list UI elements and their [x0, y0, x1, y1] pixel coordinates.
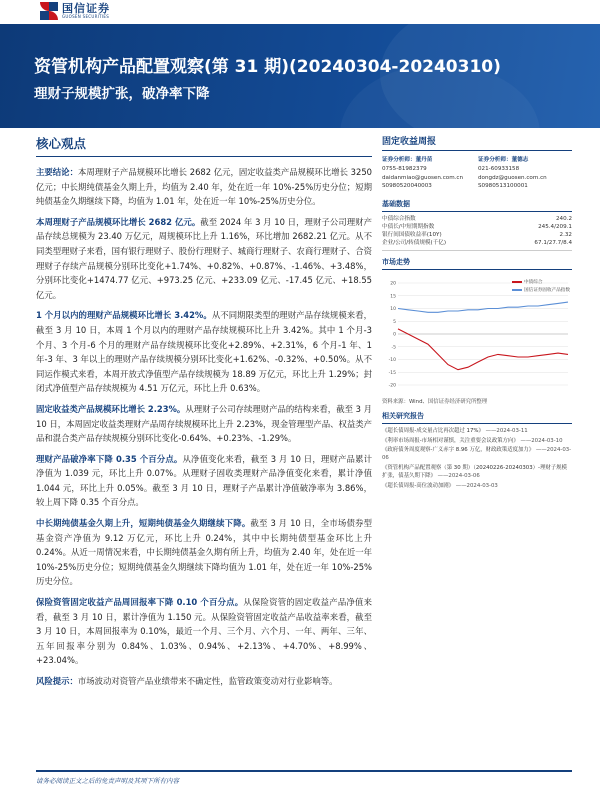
paragraph-text: 从保险资管的固定收益产品净值来看，截至 3 月 10 日，累计净值为 1.150 元。从保险资管固定收益产品收益率来看，截至 3 月 10 日，本周回报率为 0.10%，最近一个月、三个月、六个月、一年、两年、三年、五年回报率分别为 0.84%、1.03%、0.94%、+2.13%、+4.70%、+8.99%、+23.04%。	[36, 597, 372, 666]
report-subtitle: 理财子规模扩张，破净率下降	[34, 86, 210, 102]
y-tick-label: -5	[391, 345, 396, 351]
paragraph-lead: 理财产品破净率下降 0.35 个百分点。	[36, 453, 183, 464]
page-footer	[36, 770, 572, 785]
legend-swatch	[512, 289, 522, 291]
paragraph-lead: 主要结论：	[36, 167, 78, 177]
data-label: 银行间国债收益率(10Y)	[382, 232, 442, 239]
analyst-2	[478, 156, 572, 191]
risk-text: 市场波动对资管产品业绩带来不确定性，监管政策变动对行业影响等。	[77, 676, 338, 686]
brand-name-en: GUOSEN SECURITIES	[62, 14, 110, 19]
risk-warning	[36, 674, 372, 689]
data-row	[382, 215, 572, 223]
paragraph-lead: 保险资管固定收益产品周回报率下降 0.10 个百分点。	[36, 597, 244, 608]
related-report-text[interactable]: 《利率市场周报-市场相对谨慎，关注重要会议政策方向》	[382, 437, 519, 444]
disclaimer-text: 请务必阅读正文之后的免责声明及其项下所有内容	[36, 777, 179, 785]
risk-lead: 风险提示：	[36, 676, 78, 686]
chart-title: 市场走势	[382, 257, 572, 270]
analyst-block	[382, 156, 572, 191]
data-value: 2.32	[559, 232, 572, 239]
related-report-date: ——2024-03-06	[382, 447, 572, 462]
legend-item	[512, 287, 570, 293]
related-report-text[interactable]: 《超长债周报-成交量占比再次超过 17%》	[382, 428, 484, 435]
related-report-item[interactable]	[382, 427, 572, 435]
y-tick-label: -10	[388, 358, 396, 364]
related-report-date: ——2024-03-10	[520, 437, 563, 444]
paragraph-lead: 固定收益类产品规模环比增长 2.23%。	[36, 403, 186, 414]
sidebar-title: 固定收益周报	[382, 134, 572, 151]
analyst-email[interactable]: daidanmiao@guosen.com.cn	[382, 174, 464, 181]
analyst-role: 证券分析师：	[382, 157, 416, 163]
related-reports-title: 相关研究报告	[382, 411, 572, 424]
related-report-item[interactable]	[382, 482, 572, 490]
analyst-cert: S0980520040003	[382, 183, 432, 190]
legend-item	[512, 279, 570, 285]
data-row	[382, 231, 572, 239]
data-row	[382, 239, 572, 247]
legend-swatch	[512, 281, 522, 283]
related-report-item[interactable]	[382, 464, 572, 481]
brand-logo-icon	[40, 2, 58, 20]
y-tick-label: 20	[390, 281, 396, 287]
main-content	[36, 134, 372, 695]
paragraph-text: 截至 3 月 10 日，全市场债券型基金资产净值为 9.12 万亿元，环比上升 0.24%，其中中长期纯债型基金环比上升 0.24%。从近一周情况来看，中长期纯债基金久期有所上升，均值为 2.40 年，处在近一年 10%-25%历史分位；短期纯债基金久期继续下降均值为 1.01 年，处在近一年 10%-25%历史分位。	[36, 518, 373, 587]
y-tick-label: -15	[388, 370, 396, 376]
sidebar	[382, 134, 572, 491]
paragraph-text: 本周理财子产品规模环比增长 2682 亿元，固定收益类产品规模环比增长 3250 亿元；中长期纯债基金久期上升，均值为 2.40 年，处在近一年 10%-25%历史分位；短期纯债基金久期继续下降，均值为 1.01 年，处在近一年 10%-25%历史分位。	[36, 167, 372, 207]
related-reports-list	[382, 427, 572, 490]
paragraph-lead: 1 个月以内的理财产品规模环比增长 3.42%。	[36, 310, 212, 321]
paragraph-text: 从不同期限类型的理财产品存续规模来看，截至 3 月 10 日，本周 1 个月以内的理财产品存续规模环比上升 3.42%。其中 1 个月-3 个月、3 个月-6 个月的理财产品存续规模环比变化+2.89%、+2.31%，6 个月-1 年、1 年-3 年、3 年以上的理财产品存续规模分别环比变化+1.62%、-0.32%、+0.50%。从不同运作模式来看，本周开放式净值型产品存续规模为 18.89 万亿元，环比上升 1.29%；封闭式净值型产品存续规模为 4.51 万亿元，环比上升 0.63%。	[36, 310, 373, 394]
analyst-phone: 021-60933158	[478, 165, 520, 172]
data-label: 企业/公司/转债规模(千亿)	[382, 240, 447, 247]
data-label: 中债综合指数	[382, 216, 416, 223]
report-title: 资管机构产品配置观察(第 31 期)(20240304-20240310)	[34, 57, 501, 77]
related-report-text[interactable]: 《超长债周报-高位波动加剧》	[382, 482, 455, 489]
paragraph	[36, 308, 372, 396]
y-tick-label: 0	[393, 332, 396, 338]
data-value: 240.2	[555, 216, 572, 223]
paragraph	[36, 516, 372, 589]
chart-legend	[512, 279, 570, 293]
analyst-name: 董德志	[511, 157, 529, 163]
related-report-item[interactable]	[382, 446, 572, 463]
analyst-phone: 0755-81982379	[382, 165, 427, 172]
market-trend-chart	[382, 273, 572, 395]
paragraph-lead: 中长期纯债基金久期上升，短期纯债基金久期继续下降。	[36, 518, 251, 529]
y-tick-label: -20	[388, 383, 396, 389]
related-report-date: ——2024-03-11	[485, 428, 528, 435]
analyst-cert: S0980513100001	[478, 183, 528, 190]
series-line-0	[398, 329, 568, 370]
paragraph-text: 从净值变化来看，截至 3 月 10 日，理财产品累计净值为 1.039 元，环比上升 0.07%。从理财子固收类理财产品净值变化来看，累计净值 1.044 元，环比上升 0.05%。截至 3 月 10 日，理财子产品累计净值破净率为 3.86%，较上周下降 0.35 个百分点。	[36, 453, 372, 508]
related-report-text[interactable]: 《资管机构产品配置观察（第 30 期）（20240226-20240303）-理财子规模扩张，债基久期下降》	[382, 464, 567, 480]
paragraph	[36, 165, 372, 209]
logo-strip	[0, 0, 600, 24]
paragraph	[36, 215, 372, 303]
chart-source: 资料来源：Wind、国信证券经济研究所整理	[382, 399, 488, 406]
paragraph-text: 从理财子公司存续理财产品的结构来看，截至 3 月 10 日，本周固定收益类理财产品周存续规模环比上升 2.23%，现金管理型产品、权益类产品和混合类产品存续规模分别环比变化-0.64%、+0.23%、-1.29%。	[36, 403, 372, 444]
related-report-date: ——2024-03-06	[437, 473, 480, 480]
paragraph-text: 截至 2024 年 3 月 10 日，理财子公司理财产品存续总规模为 23.40 万亿元，周规模环比上升 1.16%，环比增加 2682.21 亿元。从不同类型理财子来看，国有银行理财子、股份行理财子、城商行理财子、农商行理财子、合资理财子存续产品规模分别环比变化+1.74%、+0.82%、+0.87%、-1.46%、+3.48%，分别环比变化+1474.77 亿元、+973.25 亿元、+233.09 亿元、-17.45 亿元、+18.55 亿元。	[36, 216, 372, 300]
y-tick-label: 5	[393, 319, 396, 325]
basic-data-table	[382, 215, 572, 251]
data-label: 中债长/中短期期指数	[382, 224, 435, 231]
analyst-role: 证券分析师：	[478, 157, 512, 163]
related-report-date: ——2024-03-03	[455, 482, 498, 489]
y-tick-label: 10	[390, 307, 396, 313]
basic-data-title: 基础数据	[382, 199, 572, 212]
brand-name-cn: 国信证券	[62, 2, 110, 15]
y-tick-label: 15	[390, 294, 396, 300]
paragraph	[36, 595, 372, 668]
data-row	[382, 223, 572, 231]
series-line-1	[398, 302, 568, 312]
paragraph	[36, 402, 372, 446]
paragraph	[36, 452, 372, 510]
data-value: 245.4/209.1	[538, 224, 572, 231]
related-report-text[interactable]: 《政府债务周度观察-广义赤字 8.96 万亿，财政政策适度加力》	[382, 447, 535, 453]
analyst-email[interactable]: dongdz@guosen.com.cn	[478, 174, 547, 181]
analyst-1	[382, 156, 476, 191]
analyst-name: 董丹苗	[415, 157, 433, 163]
brand-logo	[40, 2, 110, 20]
data-value: 67.1/27.7/8.4	[534, 240, 572, 247]
paragraph-lead: 本周理财子产品规模环比增长 2682 亿元。	[36, 216, 201, 227]
related-report-item[interactable]	[382, 437, 572, 445]
header-banner	[0, 24, 600, 128]
legend-label: 中债综合	[524, 280, 543, 286]
legend-label: 国信证券固收产品指数	[524, 288, 570, 294]
section-title-core-views: 核心观点	[36, 134, 372, 157]
